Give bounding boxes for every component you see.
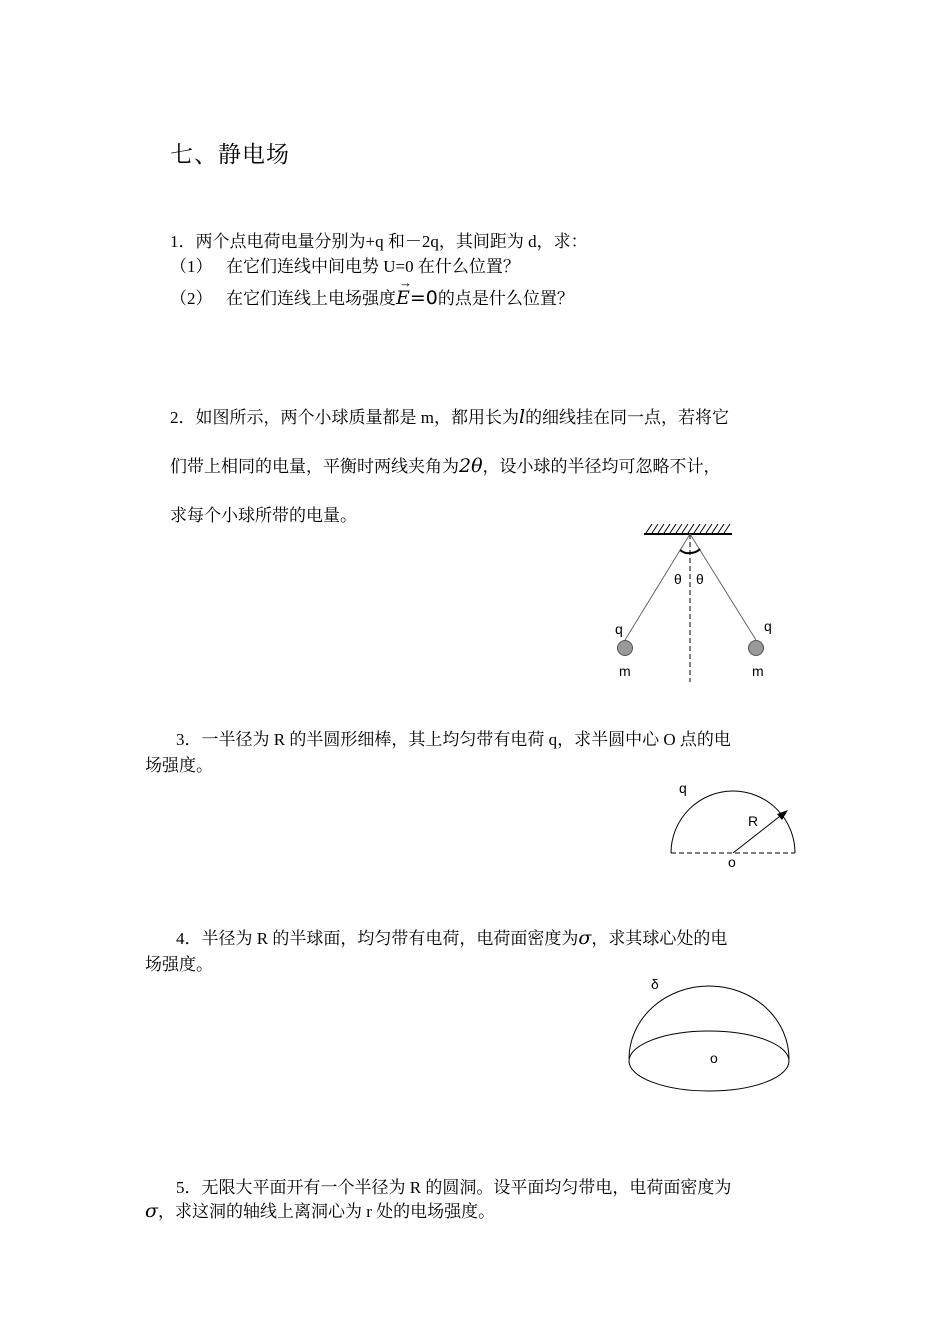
q4-o-label: o <box>710 1050 718 1066</box>
vector-e <box>396 275 412 309</box>
q2-pendulum-figure <box>600 520 772 690</box>
hemisphere-base-ellipse <box>629 1031 789 1091</box>
theta-left-label: θ <box>674 571 682 587</box>
angle-arc-left <box>680 550 690 553</box>
q2-line2-pre: 们带上相同的电量，平衡时两线夹角为 <box>170 457 459 476</box>
q2-line1 <box>170 403 729 428</box>
q2-line2 <box>170 452 721 477</box>
angle-arc-right <box>690 549 700 553</box>
q3-R-label: R <box>748 813 759 829</box>
q1-stem: 1．两个点电荷电量分别为+q 和－2q，其间距为 d，求： <box>170 232 588 251</box>
q1-part2-number: （2） <box>170 289 213 308</box>
q3-semicircle-figure <box>660 775 810 875</box>
q5-line1: 5．无限大平面开有一个半径为 R 的圆洞。设平面均匀带电，电荷面密度为 <box>176 1178 732 1197</box>
ceiling-hatch <box>644 524 732 534</box>
right-ball <box>749 641 764 656</box>
m-right-label: m <box>752 663 764 679</box>
q2-line1-math: l <box>518 406 526 428</box>
q2-line3: 求每个小球所带的电量。 <box>170 506 357 525</box>
q2-line2-post: ，设小球的半径均可忽略不计， <box>482 457 721 476</box>
q4-line1-math: σ <box>578 927 592 949</box>
q4-line1-post: ，求其球心处的电 <box>591 929 728 948</box>
q3-line1: 3．一半径为 R 的半圆形细棒，其上均匀带有电荷 q，求半圆中心 O 点的电 <box>176 730 731 749</box>
q-right-label: q <box>764 618 772 634</box>
left-ball <box>618 641 633 656</box>
q1-part2-math-rest: =0 <box>409 287 438 309</box>
radius-arrow-line <box>733 813 784 853</box>
q1-part1-number: （1） <box>170 257 213 276</box>
q2-line2-math: 2θ <box>459 455 483 477</box>
vector-arrow-icon: → <box>399 275 412 290</box>
semicircle-arc <box>671 791 795 853</box>
q2-line1-post: 的细线挂在同一点，若将它 <box>525 408 730 427</box>
q3-o-label: o <box>728 854 736 870</box>
hemisphere-dome <box>629 986 789 1059</box>
q5-line2 <box>145 1197 495 1222</box>
q4-line1-pre: 4．半径为 R 的半球面，均匀带有电荷，电荷面密度为 <box>176 929 579 948</box>
q2-line1-pre: 2．如图所示，两个小球质量都是 m，都用长为 <box>170 408 519 427</box>
page-title: 七、静电场 <box>170 142 290 167</box>
theta-right-label: θ <box>696 571 704 587</box>
q5-line2-post: ，求这洞的轴线上离洞心为 r 处的电场强度。 <box>157 1202 496 1221</box>
q5-line2-math: σ <box>145 1200 158 1222</box>
q4-line2: 场强度。 <box>145 955 213 974</box>
q4-line1 <box>176 924 727 949</box>
q4-delta-label: δ <box>651 976 659 992</box>
q3-q-label: q <box>679 780 687 796</box>
q1-part2-line <box>226 275 574 309</box>
q3-line2: 场强度。 <box>145 756 213 775</box>
q1-part2-math: E <box>396 287 410 309</box>
q-left-label: q <box>615 621 623 637</box>
q1-part2-pre: 在它们连线上电场强度 <box>226 289 396 308</box>
m-left-label: m <box>619 663 631 679</box>
q1-part2-post: 的点是什么位置？ <box>437 289 574 308</box>
q1-part1-text: 在它们连线中间电势 U=0 在什么位置？ <box>226 257 520 276</box>
q4-hemisphere-figure <box>620 970 800 1100</box>
